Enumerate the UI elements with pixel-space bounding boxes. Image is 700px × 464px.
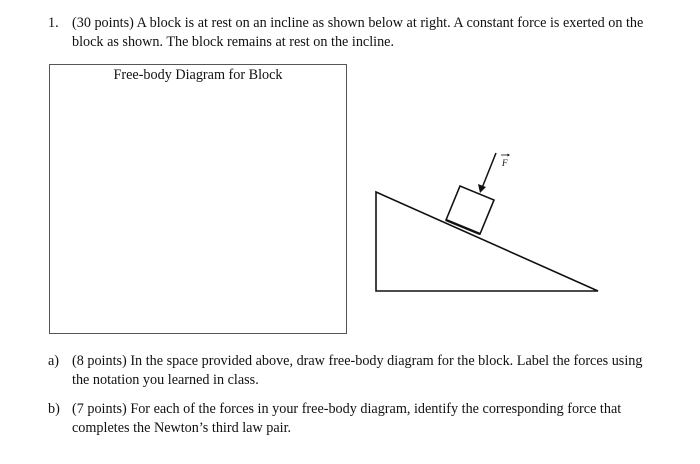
part-b-text: (7 points) For each of the forces in your free-body diagram, identify the corresponding force that completes the Newton’s third law pair. xyxy=(72,401,622,436)
incline-figure xyxy=(360,140,610,300)
force-arrowhead xyxy=(478,184,486,193)
part-b xyxy=(48,400,648,438)
problem-number: 1. xyxy=(48,15,59,31)
problem-text: (30 points) A block is at rest on an incline as shown below at right. A constant force is exerted on the block as shown. The block remains at rest on the incline. xyxy=(72,15,644,50)
vector-arrow-mark-head xyxy=(508,154,511,157)
free-body-diagram-box[interactable] xyxy=(49,64,347,334)
part-a xyxy=(48,352,648,390)
part-b-label: b) xyxy=(48,401,60,417)
problem-statement xyxy=(48,14,648,52)
force-label xyxy=(501,154,510,169)
part-a-text: (8 points) In the space provided above, draw free-body diagram for the block. Label the forces using the notation you learned in class. xyxy=(72,353,643,388)
free-body-diagram-title: Free-body Diagram for Block xyxy=(113,67,283,83)
part-a-label: a) xyxy=(48,353,60,369)
force-label-text: F xyxy=(502,158,508,168)
force-arrow xyxy=(482,153,496,188)
